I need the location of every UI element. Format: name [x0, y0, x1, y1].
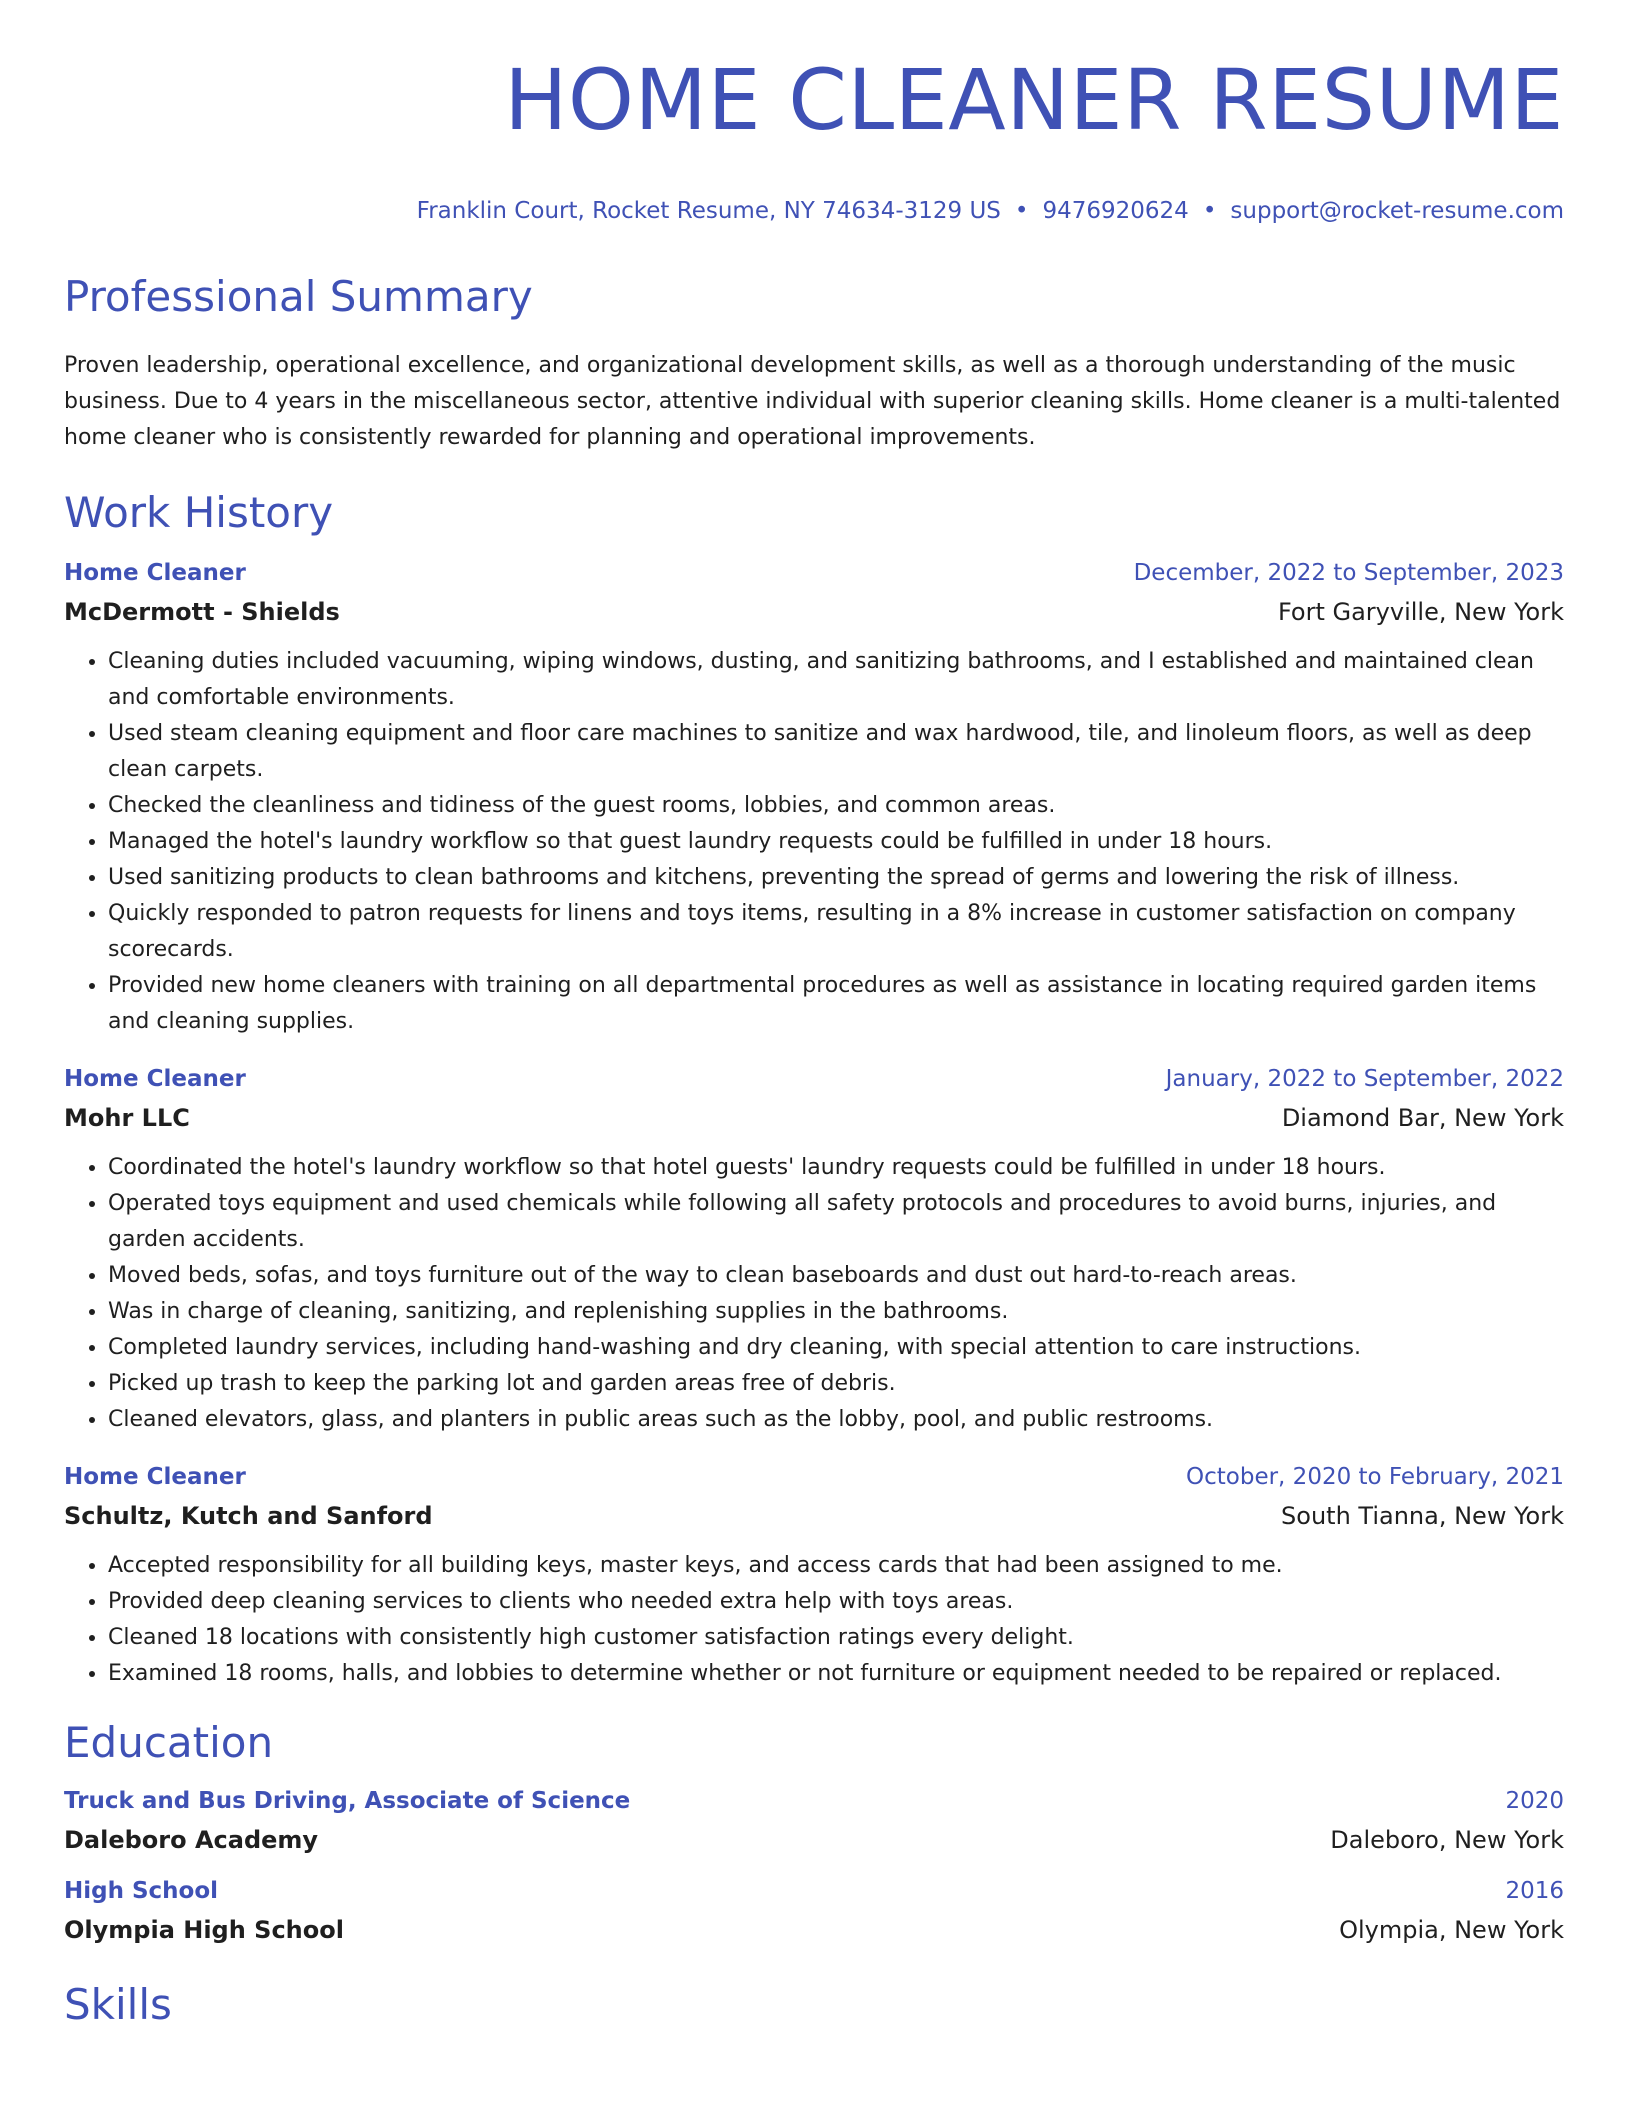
job-entry [64, 1464, 1564, 1692]
education-degree: Truck and Bus Driving, Associate of Science [64, 1788, 631, 1815]
job-dates: January, 2022 to September, 2022 [1165, 1066, 1564, 1093]
job-bullets [64, 1150, 1564, 1438]
job-bullet: • Used steam cleaning equipment and floor care machines to sanitize and wax hardwood, tile, and linoleum floors, as well as deep clean carpets. [108, 716, 1564, 788]
contact-phone: 9476920624 [1042, 198, 1189, 225]
education-entry [64, 1878, 1564, 1944]
job-bullet: • Managed the hotel's laundry workflow so that guest laundry requests could be fulfilled in under 18 hours. [108, 824, 1564, 860]
bullet-separator: • [1014, 198, 1029, 225]
job-dates: December, 2022 to September, 2023 [1133, 560, 1564, 587]
job-company: McDermott - Shields [64, 598, 340, 627]
education-year: 2016 [1505, 1878, 1564, 1905]
bullet-separator: • [1202, 198, 1217, 225]
job-header [64, 560, 1564, 586]
job-location: Diamond Bar, New York [1281, 1104, 1564, 1133]
education-header [64, 1788, 1564, 1814]
job-bullets [64, 1548, 1564, 1692]
education-school: Daleboro Academy [64, 1826, 319, 1855]
job-bullet: • Accepted responsibility for all building keys, master keys, and access cards that had been assigned to me. [108, 1548, 1564, 1584]
job-bullet: • Used sanitizing products to clean bathrooms and kitchens, preventing the spread of germs and lowering the risk of illness. [108, 860, 1564, 896]
job-bullet: • Cleaning duties included vacuuming, wiping windows, dusting, and sanitizing bathrooms, and I established and maintained clean and comfortable environments. [108, 644, 1564, 716]
education-subheader [64, 1826, 1564, 1854]
job-subheader [64, 1104, 1564, 1132]
job-company: Schultz, Kutch and Sanford [64, 1502, 433, 1531]
job-bullet: • Moved beds, sofas, and toys furniture out of the way to clean baseboards and dust out hard-to-reach areas. [108, 1258, 1564, 1294]
job-bullet: • Picked up trash to keep the parking lot and garden areas free of debris. [108, 1366, 1564, 1402]
education-degree: High School [64, 1878, 219, 1905]
job-bullet: • Was in charge of cleaning, sanitizing, and replenishing supplies in the bathrooms. [108, 1294, 1564, 1330]
job-header [64, 1464, 1564, 1490]
job-bullet: • Quickly responded to patron requests for linens and toys items, resulting in a 8% increase in customer satisfaction on company scorecards. [108, 896, 1564, 968]
education-entry [64, 1788, 1564, 1854]
contact-address: Franklin Court, Rocket Resume, NY 74634-3129 US [416, 198, 1001, 225]
job-subheader [64, 598, 1564, 626]
summary-text: Proven leadership, operational excellence, and organizational development skills, as well as a thorough understanding of the music business. Due to 4 years in the miscellaneous sector, attentive individual with superior cleaning skills. Home cleaner is a multi-talented home cleaner who is consistently rewarded for planning and operational improvements. [64, 353, 1561, 451]
section-title-education: Education [64, 1718, 274, 1768]
job-entry [64, 1066, 1564, 1438]
contact-line [64, 198, 1564, 224]
job-bullet: • Completed laundry services, including hand-washing and dry cleaning, with special attention to care instructions. [108, 1330, 1564, 1366]
job-role: Home Cleaner [64, 1066, 246, 1093]
job-bullet: • Operated toys equipment and used chemicals while following all safety protocols and procedures to avoid burns, injuries, and garden accidents. [108, 1186, 1564, 1258]
job-subheader [64, 1502, 1564, 1530]
contact-email: support@rocket-resume.com [1230, 198, 1564, 225]
job-bullet: • Checked the cleanliness and tidiness of the guest rooms, lobbies, and common areas. [108, 788, 1564, 824]
section-title-skills: Skills [64, 1980, 172, 2030]
job-role: Home Cleaner [64, 1464, 246, 1491]
education-year: 2020 [1505, 1788, 1564, 1815]
job-bullet: • Provided new home cleaners with training on all departmental procedures as well as assistance in locating required garden items and cleaning supplies. [108, 968, 1564, 1040]
education-header [64, 1878, 1564, 1904]
education-location: Daleboro, New York [1330, 1826, 1564, 1855]
education-subheader [64, 1916, 1564, 1944]
job-header [64, 1066, 1564, 1092]
job-bullet: • Examined 18 rooms, halls, and lobbies to determine whether or not furniture or equipment needed to be repaired or replaced. [108, 1656, 1564, 1692]
education-location: Olympia, New York [1339, 1916, 1564, 1945]
job-location: South Tianna, New York [1281, 1502, 1564, 1531]
resume-page [64, 0, 1564, 2030]
job-bullet: • Provided deep cleaning services to clients who needed extra help with toys areas. [108, 1584, 1564, 1620]
job-entry [64, 560, 1564, 1040]
job-role: Home Cleaner [64, 560, 246, 587]
job-bullets [64, 644, 1564, 1040]
resume-title: HOME CLEANER RESUME [504, 51, 1564, 149]
job-dates: October, 2020 to February, 2021 [1186, 1464, 1564, 1491]
section-title-work-history: Work History [64, 488, 334, 538]
job-bullet: • Cleaned elevators, glass, and planters in public areas such as the lobby, pool, and public restrooms. [108, 1402, 1564, 1438]
job-bullet: • Coordinated the hotel's laundry workflow so that hotel guests' laundry requests could be fulfilled in under 18 hours. [108, 1150, 1564, 1186]
job-company: Mohr LLC [64, 1104, 190, 1133]
job-bullet: • Cleaned 18 locations with consistently high customer satisfaction ratings every delight. [108, 1620, 1564, 1656]
section-title-summary: Professional Summary [64, 272, 533, 322]
education-school: Olympia High School [64, 1916, 344, 1945]
job-location: Fort Garyville, New York [1277, 598, 1564, 627]
